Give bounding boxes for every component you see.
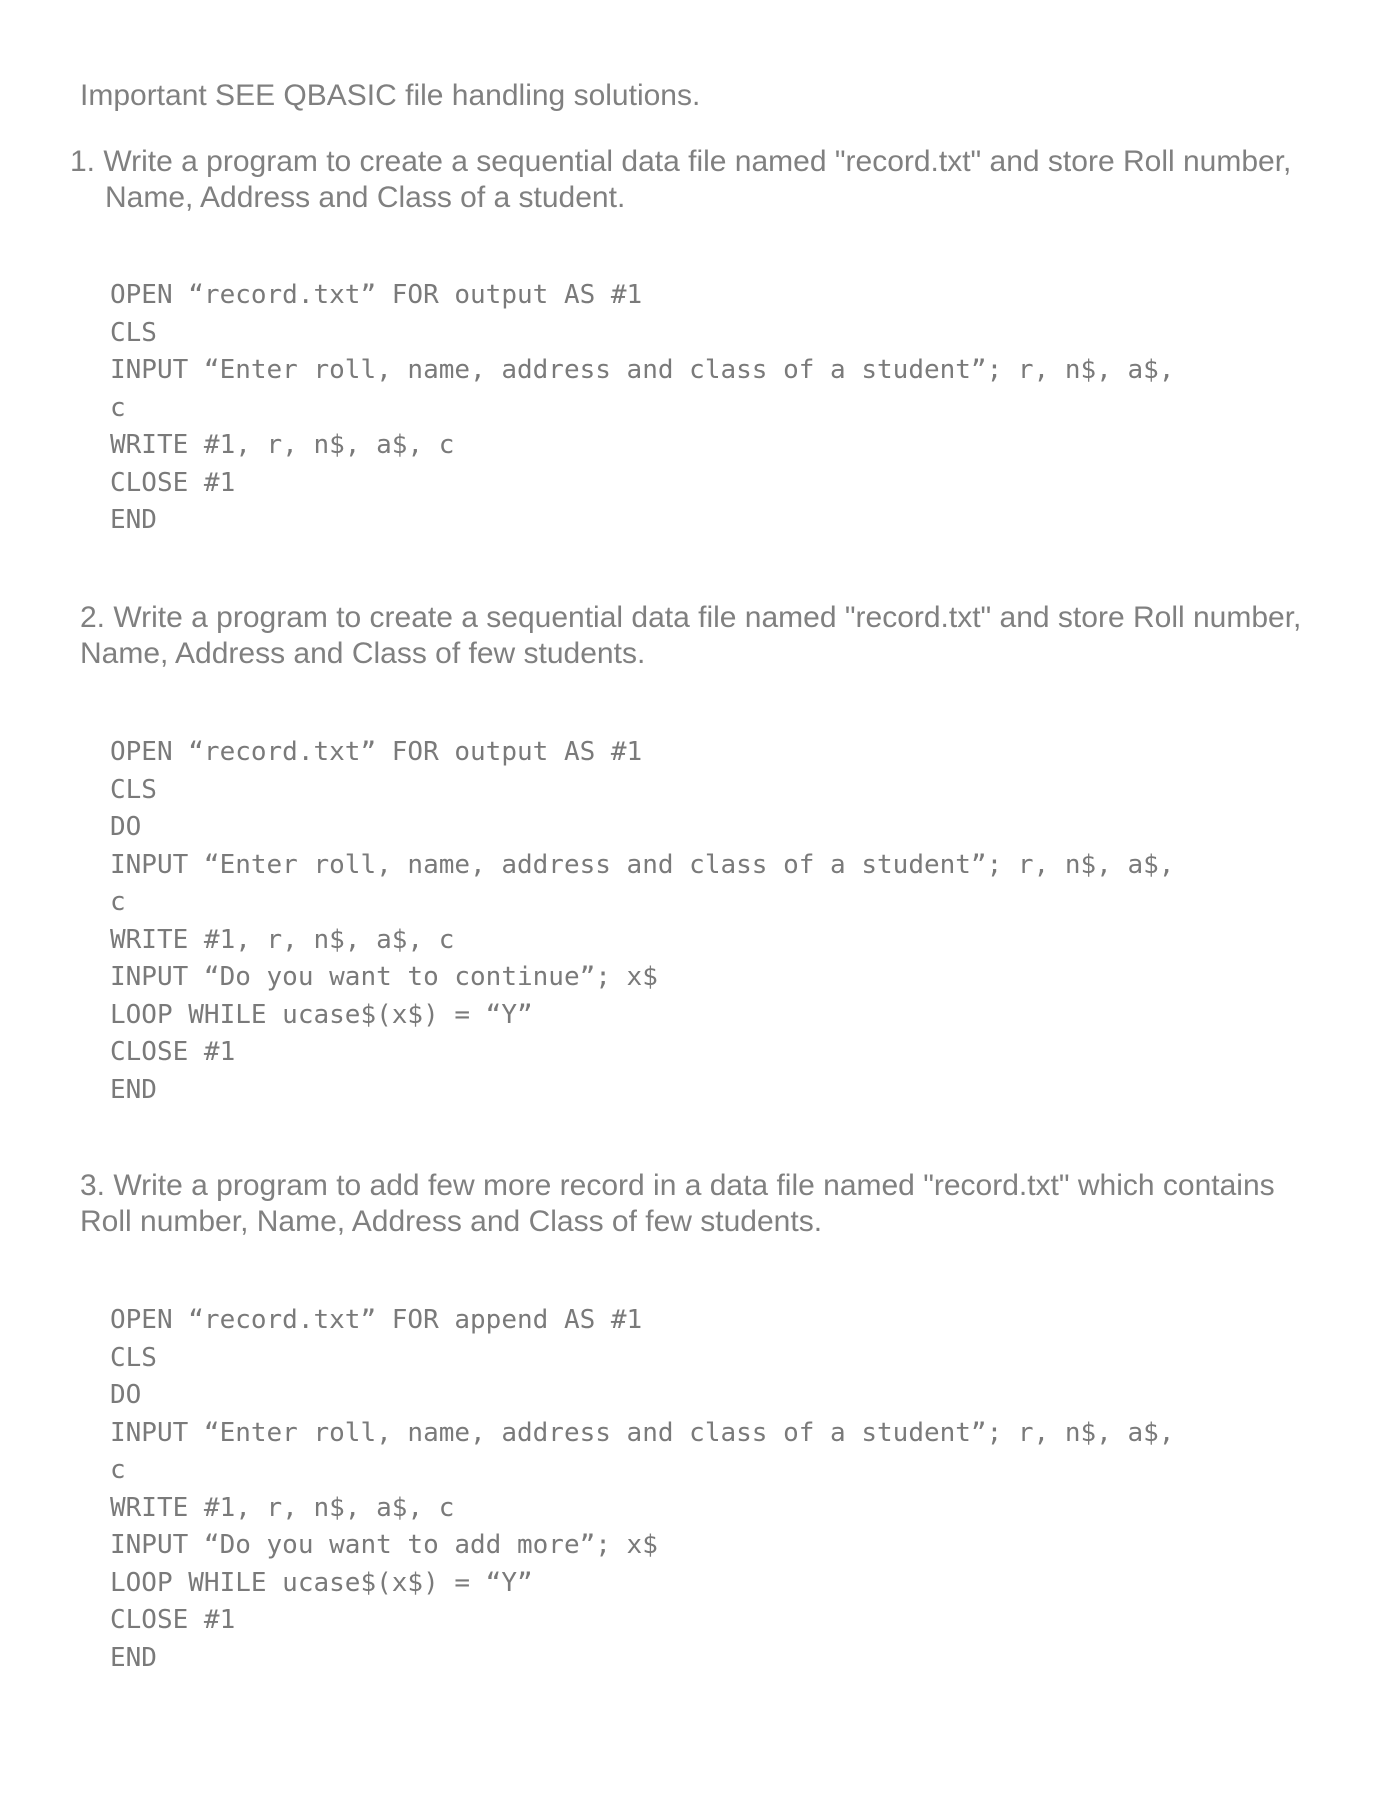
- code-line: OPEN “record.txt” FOR output AS #1: [110, 737, 643, 767]
- code-line: CLOSE #1: [110, 1605, 236, 1635]
- code-line: CLOSE #1: [110, 1037, 236, 1067]
- code-line: OPEN “record.txt” FOR append AS #1: [110, 1305, 643, 1335]
- code-line: OPEN “record.txt” FOR output AS #1: [110, 280, 643, 310]
- code-line: INPUT “Do you want to continue”; x$: [110, 962, 658, 992]
- code-line: END: [110, 1074, 157, 1105]
- code-block-1: [110, 277, 1310, 540]
- page-title: Important SEE QBASIC file handling solutions.: [80, 79, 701, 112]
- question-number: 3.: [80, 1169, 114, 1202]
- code-line: WRITE #1, r, n$, a$, c: [110, 1492, 455, 1523]
- question-text: Write a program to create a sequential data file named "record.txt" and store Roll number, Name, Address and Class of few students.: [80, 601, 1302, 670]
- code-line: c: [110, 1455, 126, 1485]
- code-line: INPUT “Do you want to add more”; x$: [110, 1530, 658, 1560]
- code-block-2: [110, 734, 1310, 1109]
- question-2: [80, 600, 1330, 672]
- code-line: END: [110, 505, 157, 535]
- code-line: DO: [110, 812, 142, 842]
- question-text: Write a program to create a sequential data file named "record.txt" and store Roll number, Name, Address and Class of a student.: [103, 145, 1292, 214]
- code-line: CLOSE #1: [110, 467, 236, 498]
- code-line: LOOP WHILE ucase$(x$) = “Y”: [110, 999, 533, 1030]
- code-line: c: [110, 887, 126, 917]
- question-number: 2.: [80, 601, 114, 634]
- code-line: WRITE #1, r, n$, a$, c: [110, 430, 455, 460]
- code-line: CLS: [110, 1342, 157, 1373]
- code-line: CLS: [110, 317, 157, 348]
- code-line: DO: [110, 1380, 142, 1410]
- question-1: [70, 144, 1355, 216]
- code-line: INPUT “Enter roll, name, address and class of a student”; r, n$, a$,: [110, 1417, 1175, 1448]
- code-line: WRITE #1, r, n$, a$, c: [110, 924, 455, 955]
- code-line: END: [110, 1642, 157, 1673]
- question-text: Write a program to add few more record in a data file named "record.txt" which contains Roll number, Name, Address and Class of few students.: [80, 1169, 1275, 1238]
- code-line: CLS: [110, 774, 157, 805]
- question-3: [80, 1168, 1330, 1240]
- code-line: LOOP WHILE ucase$(x$) = “Y”: [110, 1567, 533, 1598]
- code-line: INPUT “Enter roll, name, address and class of a student”; r, n$, a$,: [110, 355, 1175, 385]
- code-line: c: [110, 392, 126, 423]
- code-block-3: [110, 1302, 1310, 1677]
- question-number: 1.: [70, 145, 104, 178]
- code-line: INPUT “Enter roll, name, address and class of a student”; r, n$, a$,: [110, 849, 1175, 880]
